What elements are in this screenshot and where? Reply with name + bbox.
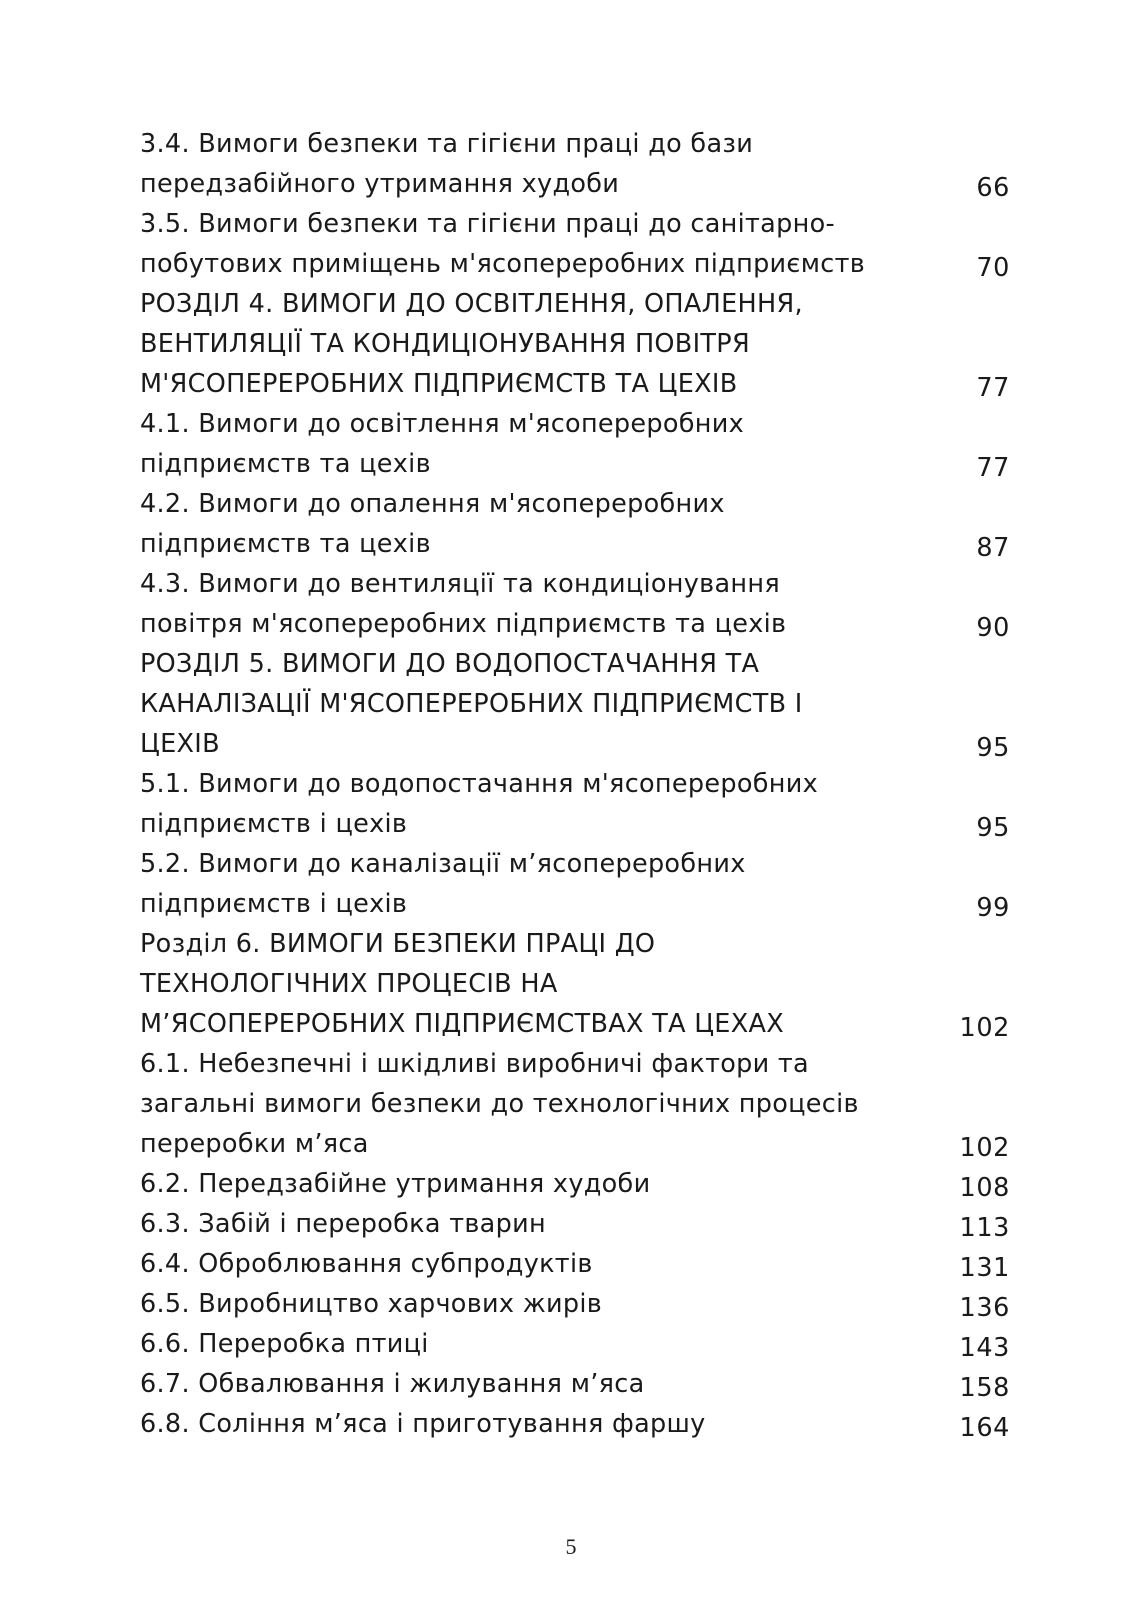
toc-entry	[140, 1164, 1010, 1204]
toc-entry-line: 6.7. Обвалювання і жилування м’яса	[140, 1369, 645, 1399]
toc-entry-line: ТЕХНОЛОГІЧНИХ ПРОЦЕСІВ НА	[140, 969, 558, 999]
toc-page-number: 136	[959, 1293, 1010, 1323]
toc-entry-title	[140, 404, 920, 484]
toc-entry-line: 6.5. Виробництво харчових жирів	[140, 1289, 603, 1319]
toc-entry-line: загальні вимоги безпеки до технологічних процесів	[140, 1089, 859, 1119]
toc-entry	[140, 1284, 1010, 1324]
toc-page-number: 95	[976, 733, 1010, 763]
toc-entry-title	[140, 1404, 920, 1444]
toc-entry-line: 6.3. Забій і переробка тварин	[140, 1209, 546, 1239]
toc-entry-line: 3.4. Вимоги безпеки та гігієни праці до бази	[140, 129, 754, 159]
toc-page-number: 87	[976, 533, 1010, 563]
toc-entry-line: 6.6. Переробка птиці	[140, 1329, 429, 1359]
toc-entry-line: підприємств та цехів	[140, 449, 431, 479]
toc-page-number: 102	[959, 1013, 1010, 1043]
toc-entry	[140, 1404, 1010, 1444]
toc-page-number: 95	[976, 813, 1010, 843]
toc-entry	[140, 924, 1010, 1044]
toc-entry	[140, 124, 1010, 204]
toc-page-number: 77	[976, 453, 1010, 483]
toc-entry-line: КАНАЛІЗАЦІЇ М'ЯСОПЕРЕРОБНИХ ПІДПРИЄМСТВ І	[140, 689, 803, 719]
toc-entry-line: 6.2. Передзабійне утримання худоби	[140, 1169, 651, 1199]
toc-entry-line: підприємств і цехів	[140, 809, 408, 839]
toc-entry-line: 6.8. Соління м’яса і приготування фаршу	[140, 1409, 706, 1439]
table-of-contents	[140, 124, 1010, 1444]
toc-entry-line: 5.2. Вимоги до каналізації м’ясопереробних	[140, 849, 746, 879]
toc-page-number: 99	[976, 893, 1010, 923]
toc-entry-line: РОЗДІЛ 4. ВИМОГИ ДО ОСВІТЛЕННЯ, ОПАЛЕННЯ,	[140, 289, 803, 319]
toc-entry-line: Розділ 6. ВИМОГИ БЕЗПЕКИ ПРАЦІ ДО	[140, 929, 656, 959]
toc-entry-title	[140, 204, 920, 284]
toc-entry	[140, 1044, 1010, 1164]
toc-entry-title	[140, 1244, 920, 1284]
toc-entry-line: 4.2. Вимоги до опалення м'ясопереробних	[140, 489, 725, 519]
toc-entry-title	[140, 1204, 920, 1244]
toc-page-number: 70	[976, 253, 1010, 283]
toc-entry-title	[140, 1164, 920, 1204]
toc-entry	[140, 484, 1010, 564]
toc-entry-line: побутових приміщень м'ясопереробних підприємств	[140, 249, 866, 279]
toc-entry-title	[140, 1044, 920, 1164]
toc-page-number: 77	[976, 373, 1010, 403]
toc-entry-title	[140, 484, 920, 564]
toc-entry-title	[140, 1364, 920, 1404]
toc-entry-title	[140, 924, 920, 1044]
toc-entry	[140, 404, 1010, 484]
toc-entry-title	[140, 124, 920, 204]
toc-entry-line: М'ЯСОПЕРЕРОБНИХ ПІДПРИЄМСТВ ТА ЦЕХІВ	[140, 369, 738, 399]
toc-entry-title	[140, 284, 920, 404]
toc-entry-line: 4.1. Вимоги до освітлення м'ясопереробних	[140, 409, 745, 439]
toc-page-number: 66	[976, 173, 1010, 203]
toc-entry-line: переробки м’яса	[140, 1129, 369, 1159]
toc-entry-title	[140, 644, 920, 764]
toc-entry	[140, 204, 1010, 284]
toc-entry-title	[140, 1284, 920, 1324]
toc-entry	[140, 644, 1010, 764]
toc-entry-line: 3.5. Вимоги безпеки та гігієни праці до санітарно-	[140, 209, 835, 239]
toc-entry-line: РОЗДІЛ 5. ВИМОГИ ДО ВОДОПОСТАЧАННЯ ТА	[140, 649, 760, 679]
toc-entry	[140, 1324, 1010, 1364]
toc-entry-line: ВЕНТИЛЯЦІЇ ТА КОНДИЦІОНУВАННЯ ПОВІТРЯ	[140, 329, 750, 359]
toc-page-number: 131	[959, 1253, 1010, 1283]
toc-entry-line: М’ЯСОПЕРЕРОБНИХ ПІДПРИЄМСТВАХ ТА ЦЕХАХ	[140, 1009, 785, 1039]
toc-entry-line: передзабійного утримання худоби	[140, 169, 620, 199]
toc-page-number: 113	[959, 1213, 1010, 1243]
toc-page-number: 143	[959, 1333, 1010, 1363]
toc-entry-title	[140, 764, 920, 844]
toc-entry-line: 4.3. Вимоги до вентиляції та кондиціонування	[140, 569, 780, 599]
toc-entry-line: підприємств і цехів	[140, 889, 408, 919]
toc-entry-line: 6.1. Небезпечні і шкідливі виробничі фактори та	[140, 1049, 809, 1079]
toc-entry-title	[140, 564, 920, 644]
toc-entry-line: підприємств та цехів	[140, 529, 431, 559]
toc-entry-line: 6.4. Оброблювання субпродуктів	[140, 1249, 593, 1279]
toc-entry-line: ЦЕХІВ	[140, 729, 220, 759]
toc-entry	[140, 284, 1010, 404]
toc-page-number: 108	[959, 1173, 1010, 1203]
toc-entry	[140, 844, 1010, 924]
toc-entry-line: 5.1. Вимоги до водопостачання м'ясопереробних	[140, 769, 818, 799]
toc-entry	[140, 564, 1010, 644]
toc-entry-title	[140, 844, 920, 924]
toc-entry-line: повітря м'ясопереробних підприємств та цехів	[140, 609, 787, 639]
toc-entry	[140, 764, 1010, 844]
page-number: 5	[565, 1534, 577, 1559]
toc-page-number: 90	[976, 613, 1010, 643]
toc-page-number: 158	[959, 1373, 1010, 1403]
toc-entry	[140, 1244, 1010, 1284]
toc-page-number: 102	[959, 1133, 1010, 1163]
toc-entry-title	[140, 1324, 920, 1364]
toc-entry	[140, 1364, 1010, 1404]
toc-page-number: 164	[959, 1413, 1010, 1443]
toc-entry	[140, 1204, 1010, 1244]
